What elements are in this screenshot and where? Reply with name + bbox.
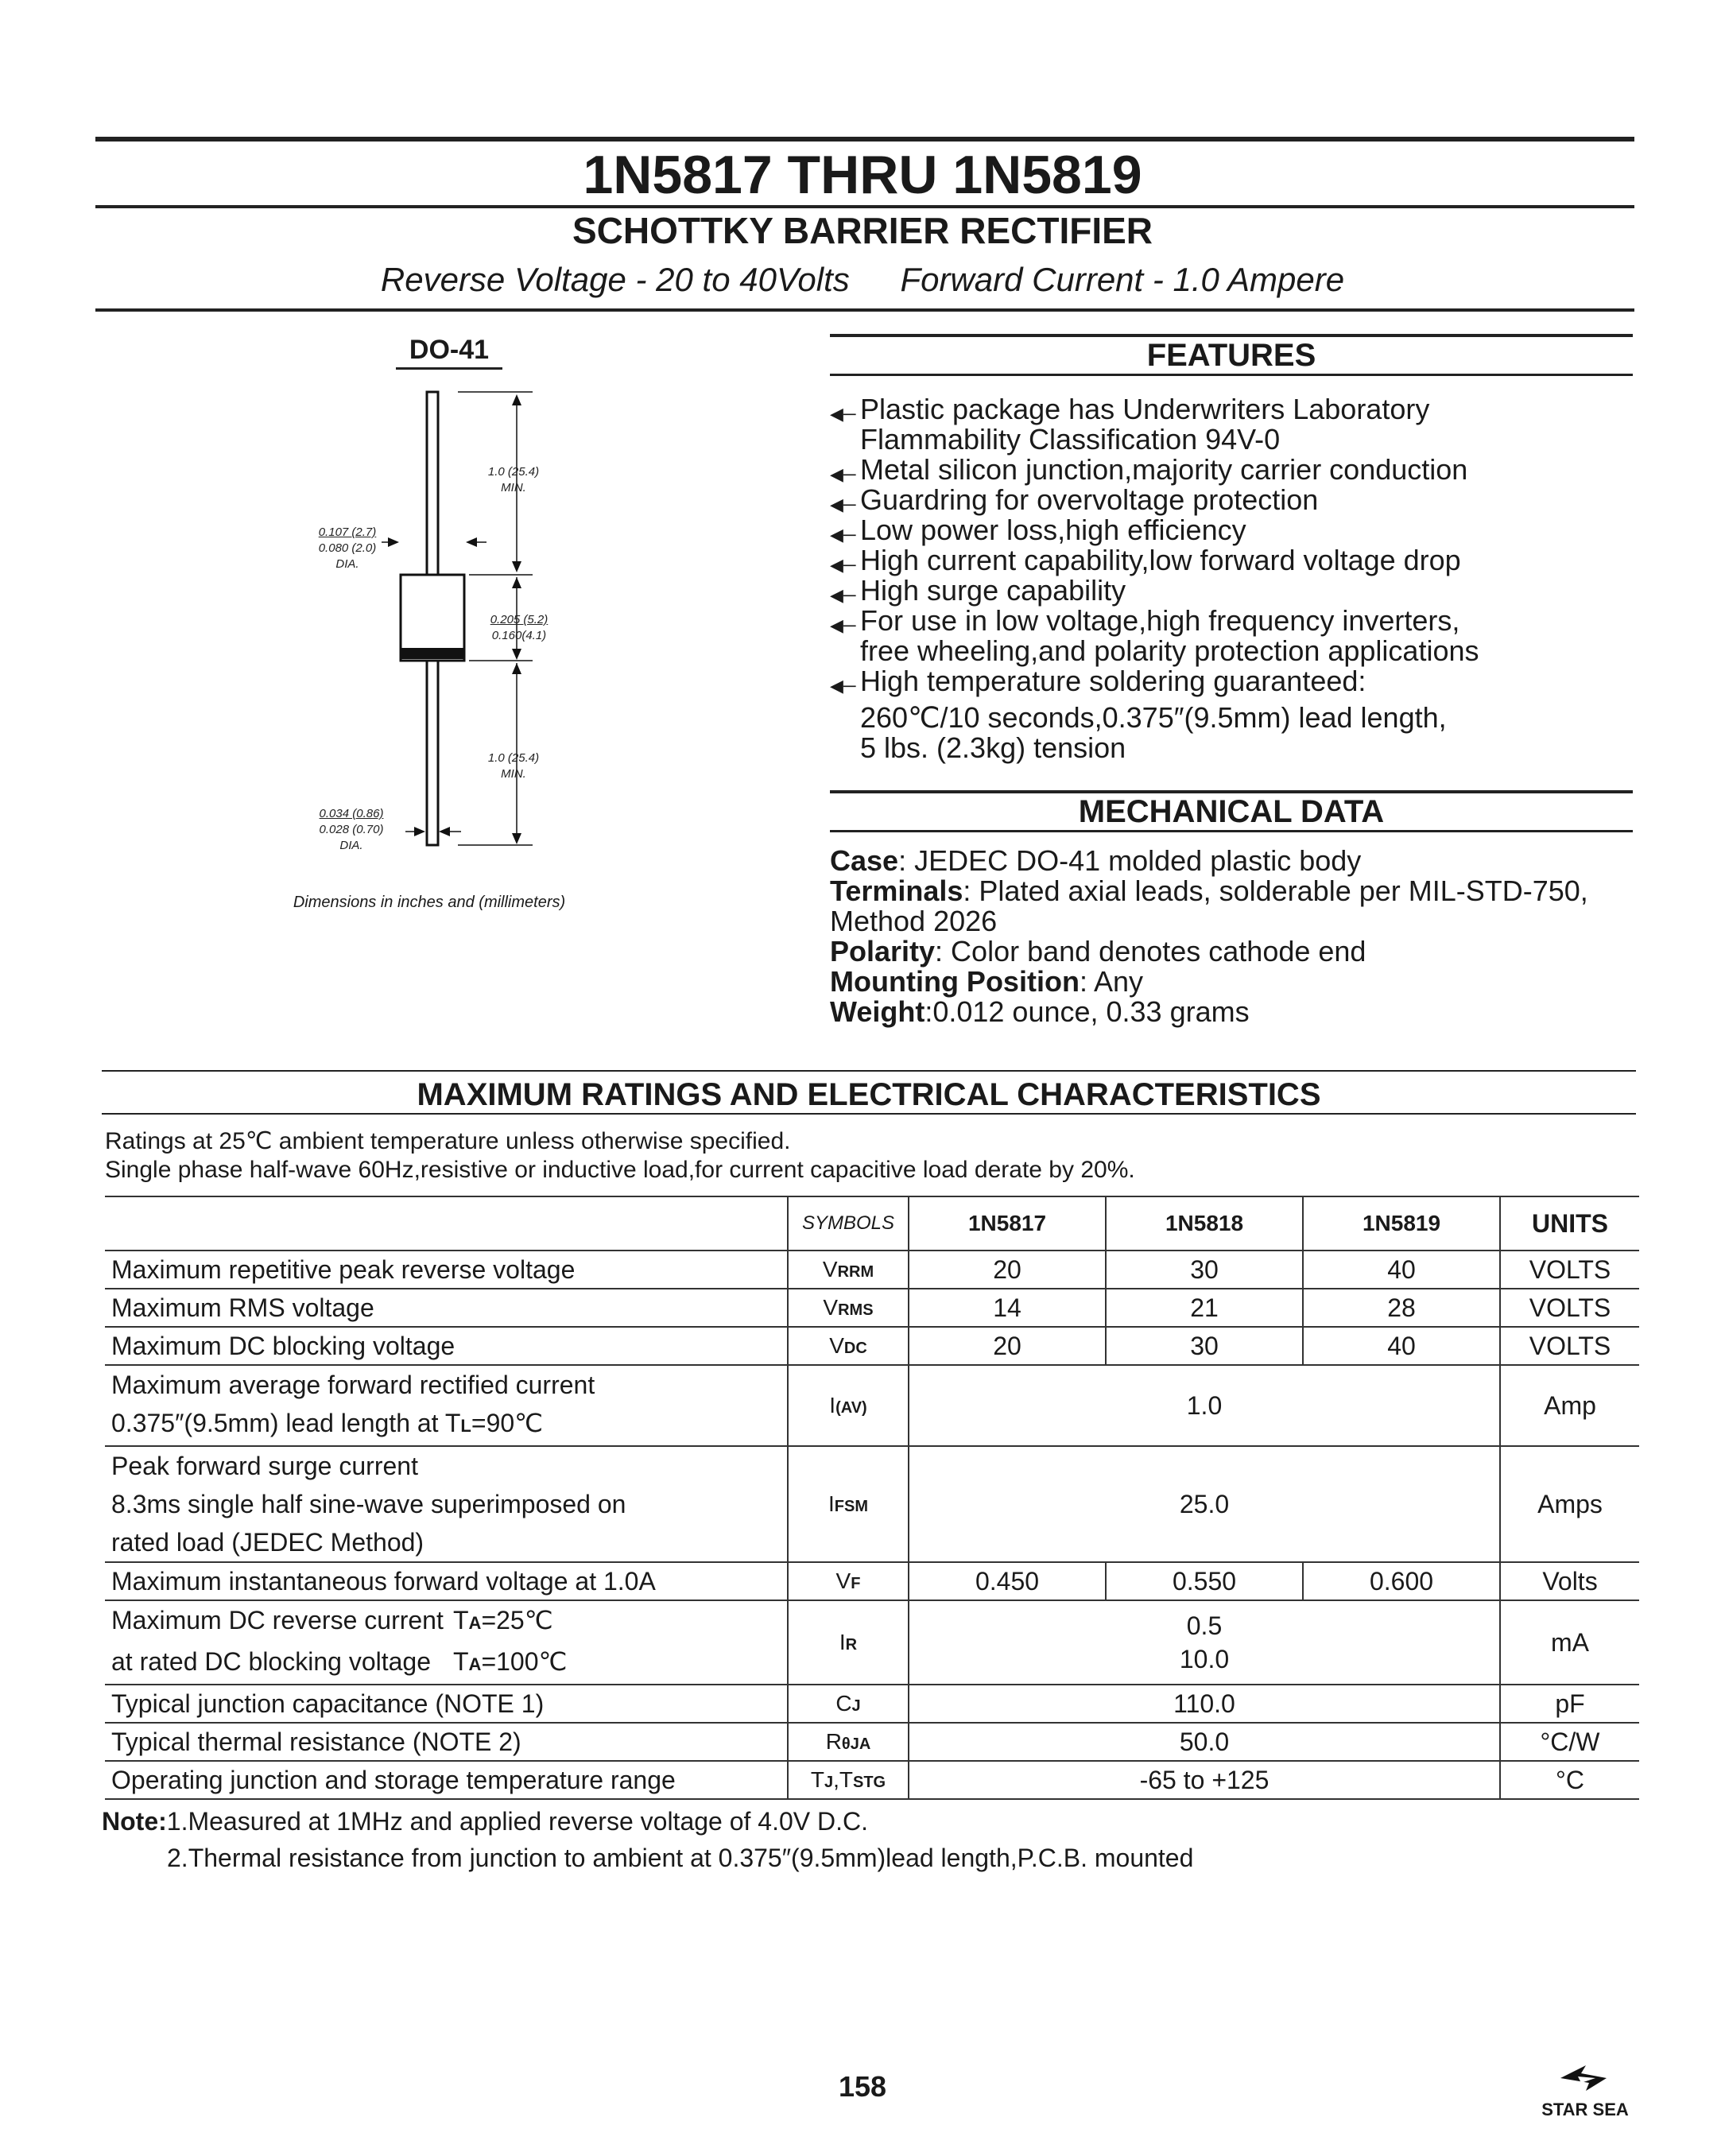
top-lead bbox=[427, 392, 438, 575]
star-sea-logo-icon bbox=[1557, 2062, 1613, 2094]
dim-lead-top: 1.0 (25.4) MIN. bbox=[487, 465, 540, 494]
mech-case: Case: JEDEC DO-41 molded plastic body bbox=[830, 844, 1362, 877]
dim-body-length: 0.205 (5.2) 0.160(4.1) bbox=[490, 613, 549, 642]
bullet-arrow-icon: ◀─ bbox=[830, 404, 856, 424]
table-row: Operating junction and storage temperature range TJ,TSTG -65 to +125 °C bbox=[105, 1761, 1639, 1799]
table-row: Typical thermal resistance (NOTE 2) RθJA 50.0 °C/W bbox=[105, 1723, 1639, 1761]
bullet-arrow-icon: ◀─ bbox=[830, 676, 856, 696]
mech-polarity: Polarity: Color band denotes cathode end bbox=[830, 935, 1366, 967]
cathode-band bbox=[401, 648, 464, 659]
feature-item: ◀─ High temperature soldering guaranteed: bbox=[830, 666, 1649, 696]
top-rule bbox=[95, 137, 1634, 142]
document-title: 1N5817 THRU 1N5819 bbox=[583, 145, 1142, 205]
table-row: Peak forward surge current 8.3ms single half sine-wave superimposed on rated load (JEDEC Method) IFSM 25.0 Amps bbox=[105, 1446, 1639, 1562]
table-row: Maximum repetitive peak reverse voltage VRRM 20 30 40 VOLTS bbox=[105, 1251, 1639, 1289]
bullet-arrow-icon: ◀─ bbox=[830, 525, 856, 545]
table-row: Maximum RMS voltage VRMS 14 21 28 VOLTS bbox=[105, 1289, 1639, 1327]
bullet-arrow-icon: ◀─ bbox=[830, 555, 856, 575]
col-1n5818: 1N5818 bbox=[1106, 1196, 1303, 1251]
bullet-arrow-icon: ◀─ bbox=[830, 464, 856, 484]
bullet-arrow-icon: ◀─ bbox=[830, 615, 856, 635]
ratings-heading: MAXIMUM RATINGS AND ELECTRICAL CHARACTERISTICS bbox=[417, 1077, 1321, 1112]
feature-item: ◀─ Guardring for overvoltage protection bbox=[830, 485, 1649, 515]
soldering-detail: 260℃/10 seconds,0.375″(9.5mm) lead length, 5 lbs. (2.3kg) tension bbox=[860, 701, 1447, 764]
table-row: Typical junction capacitance (NOTE 1) CJ 110.0 pF bbox=[105, 1685, 1639, 1723]
table-header-row bbox=[105, 1196, 1639, 1251]
brand-logo: STAR SEA bbox=[1529, 2062, 1641, 2120]
feature-item: ◀─ High current capability,low forward voltage drop bbox=[830, 545, 1649, 576]
dim-wire-diameter: 0.034 (0.86) 0.028 (0.70) DIA. bbox=[319, 807, 384, 852]
col-1n5819: 1N5819 bbox=[1303, 1196, 1500, 1251]
dimension-caption: Dimensions in inches and (millimeters) bbox=[293, 894, 566, 911]
mech-weight: Weight:0.012 ounce, 0.33 grams bbox=[830, 995, 1250, 1028]
ratings-table bbox=[105, 1196, 1639, 1800]
ratings-bottom-rule bbox=[102, 1113, 1636, 1115]
mechanical-heading: MECHANICAL DATA bbox=[1078, 794, 1385, 829]
footnotes: Note:1.Measured at 1MHz and applied reverse voltage of 4.0V D.C. 2.Thermal resistance from junction to ambient at 0.375″(9.5mm)lead length,P.C.B. mounted bbox=[102, 1807, 1194, 1872]
col-1n5817: 1N5817 bbox=[909, 1196, 1106, 1251]
dim-lead-diameter: 0.107 (2.7) 0.080 (2.0) DIA. bbox=[318, 525, 377, 571]
mechanical-bottom-rule bbox=[830, 830, 1633, 832]
package-name: DO-41 bbox=[409, 335, 490, 365]
ratings-notes: Ratings at 25℃ ambient temperature unless otherwise specified. Single phase half-wave 60Hz,resistive or inductive load,for current capacitive load derate by 20%. bbox=[105, 1128, 1135, 1183]
bottom-lead bbox=[427, 661, 438, 845]
header-bottom-rule bbox=[95, 308, 1634, 312]
dim-lead-bottom: 1.0 (25.4) MIN. bbox=[487, 751, 540, 781]
feature-item: ◀─ High surge capability bbox=[830, 576, 1649, 606]
reverse-voltage-text: Reverse Voltage - 20 to 40Volts bbox=[380, 261, 850, 298]
table-row: Maximum DC reverse current TA=25℃ at rated DC blocking voltage TA=100℃ IR 0.5 10.0 mA bbox=[105, 1600, 1639, 1685]
mechanical-data bbox=[830, 846, 1657, 1027]
mech-terminals: Terminals: Plated axial leads, solderable per MIL-STD-750, bbox=[830, 874, 1588, 907]
mech-mounting: Mounting Position: Any bbox=[830, 965, 1143, 998]
page-number: 158 bbox=[838, 2070, 887, 2103]
bullet-arrow-icon: ◀─ bbox=[830, 585, 856, 605]
features-list bbox=[830, 394, 1649, 763]
units-header: UNITS bbox=[1500, 1196, 1639, 1251]
package-name-underline bbox=[396, 367, 502, 370]
feature-item: ◀─ Low power loss,high efficiency bbox=[830, 515, 1649, 545]
feature-item: ◀─ Plastic package has Underwriters Laboratory Flammability Classification 94V-0 bbox=[830, 393, 1430, 456]
tagline bbox=[0, 259, 1725, 301]
table-row: Maximum instantaneous forward voltage at 1.0A VF 0.450 0.550 0.600 Volts bbox=[105, 1562, 1639, 1600]
forward-current-text: Forward Current - 1.0 Ampere bbox=[900, 261, 1345, 298]
bullet-arrow-icon: ◀─ bbox=[830, 494, 856, 514]
document-subtitle: SCHOTTKY BARRIER RECTIFIER bbox=[572, 210, 1153, 251]
ratings-top-rule bbox=[102, 1070, 1636, 1072]
param-header bbox=[105, 1196, 788, 1251]
symbols-header: SYMBOLS bbox=[788, 1196, 909, 1251]
features-heading: FEATURES bbox=[1146, 338, 1316, 373]
feature-item: ◀─ For use in low voltage,high frequency inverters, free wheeling,and polarity protection applications bbox=[830, 604, 1479, 667]
table-row: Maximum average forward rectified current 0.375″(9.5mm) lead length at TL=90℃ I(AV) 1.0 Amp bbox=[105, 1365, 1639, 1446]
table-row: Maximum DC blocking voltage VDC 20 30 40 VOLTS bbox=[105, 1327, 1639, 1365]
features-bottom-rule bbox=[830, 374, 1633, 376]
mech-terminals-method: Method 2026 bbox=[830, 905, 998, 937]
diode-body bbox=[401, 575, 464, 661]
feature-item: ◀─ Metal silicon junction,majority carrier conduction bbox=[830, 455, 1649, 485]
